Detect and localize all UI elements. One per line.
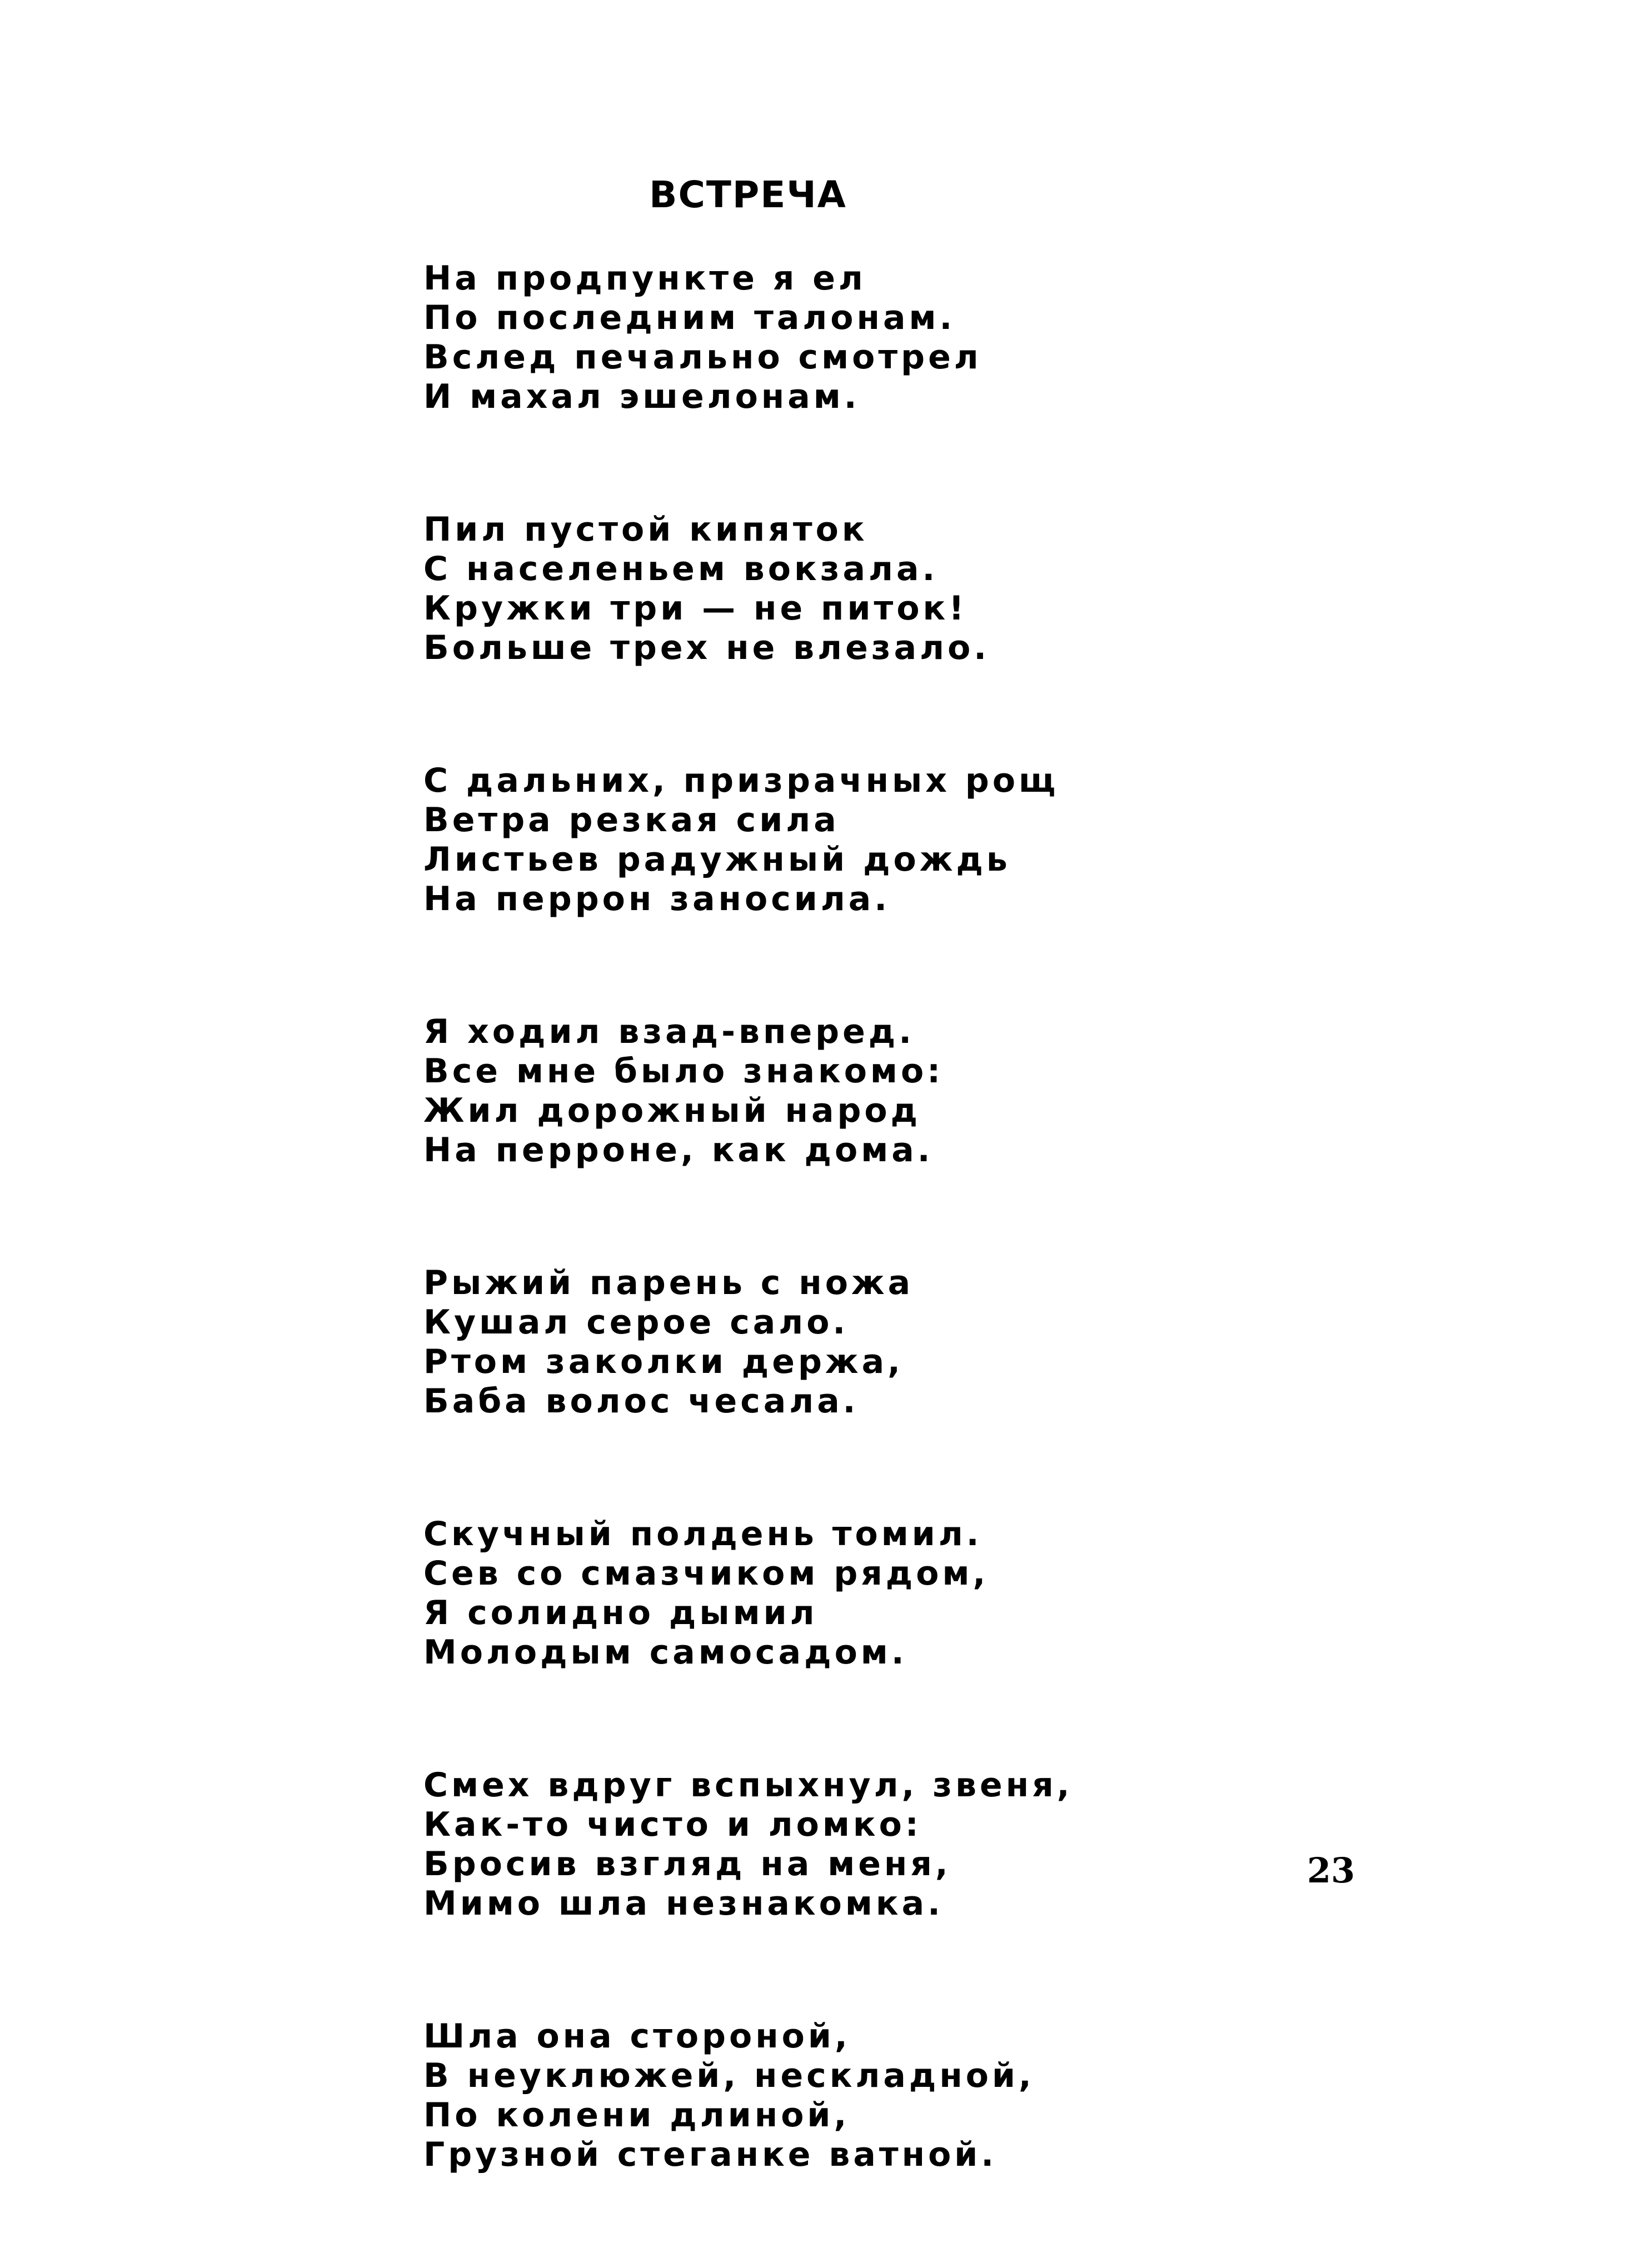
poem-line: Жил дорожный народ [423,1091,921,1130]
stanza-6 [423,1515,1424,1672]
poem-line: Смех вдруг вспыхнул, звеня, [423,1766,1073,1805]
poem-line: Я ходил взад-вперед. [423,1012,915,1051]
poem-line: Кушал серое сало. [423,1303,849,1342]
stanza-2 [423,510,1424,668]
poem-line: Сев со смазчиком рядом, [423,1554,989,1593]
poem-line: Ветра резкая сила [423,801,840,840]
poem-line: На перроне, как дома. [423,1131,934,1170]
poem-line: По колени длиной, [423,2096,850,2135]
poem-line: Как-то чисто и ломко: [423,1805,922,1844]
poem-line: В неуклюжей, нескладной, [423,2056,1035,2095]
poem-line: Все мне было знакомо: [423,1052,944,1091]
poem-line: Молодым самосадом. [423,1633,907,1672]
poem-line: Рыжий парень с ножа [423,1263,914,1302]
poem-line: И махал эшелонам. [423,377,860,416]
poem-line: Кружки три — не питок! [423,589,967,628]
poem-line: Я солидно дымил [423,1593,818,1632]
poem-line: С дальних, призрачных рощ [423,761,1059,800]
poem-line: По последним талонам. [423,298,956,337]
poem-line: Грузной стеганке ватной. [423,2135,997,2174]
poem-line: На продпункте я ел [423,259,866,298]
poem-line: Баба волос чесала. [423,1382,859,1421]
poem-line: Больше трех не влезало. [423,628,990,667]
stanza-4 [423,1012,1424,1170]
poem-line: С населеньем вокзала. [423,549,939,588]
poem-line: На перрон заносила. [423,880,891,918]
poem-title: ВСТРЕЧА [649,173,847,216]
stanza-5 [423,1263,1424,1421]
poem-line: Мимо шла незнакомка. [423,1884,944,1923]
poem-line: Шла она стороной, [423,2017,851,2056]
poem-line: Бросив взгляд на меня, [423,1845,951,1884]
stanza-3 [423,761,1424,919]
stanza-7 [423,1766,1424,1924]
poem-line: Пил пустой кипяток [423,510,868,549]
poem-line: Ртом заколки держа, [423,1342,904,1381]
stanza-1 [423,259,1424,417]
page-number: 23 [1307,1850,1355,1891]
poem-line: Вслед печально смотрел [423,338,982,377]
poem-line: Скучный полдень томил. [423,1515,982,1553]
poem-line: Листьев радужный дождь [423,840,1011,879]
poem-body [423,259,1424,2268]
stanza-8 [423,2017,1424,2175]
